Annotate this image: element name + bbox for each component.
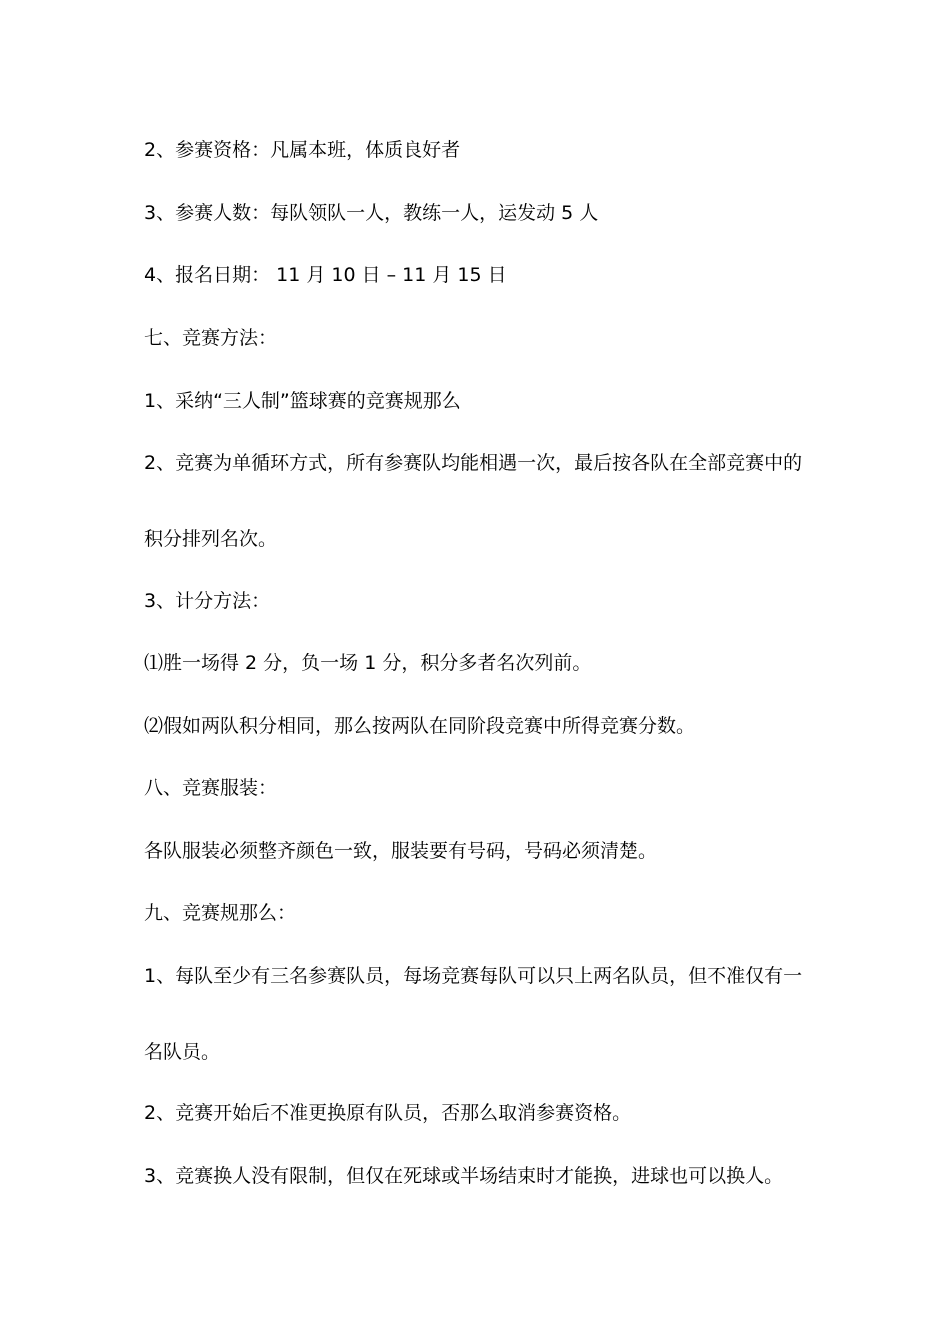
method-item-2-continued: 积分排列名次。 xyxy=(144,528,278,550)
uniform-rule: 各队服装必须整齐颜色一致，服装要有号码，号码必须清楚。 xyxy=(144,840,658,862)
section-heading-competition-method: 七、竞赛方法： xyxy=(144,327,278,349)
eligibility-line: 2、参赛资格：凡属本班，体质良好者 xyxy=(144,139,461,161)
rule-item-1: 1、每队至少有三名参赛队员，每场竞赛每队可以只上两名队员，但不准仅有一 xyxy=(144,965,803,987)
rule-item-1-continued: 名队员。 xyxy=(144,1041,221,1063)
section-heading-rules: 九、竞赛规那么： xyxy=(144,902,297,924)
section-heading-uniform: 八、竞赛服装： xyxy=(144,777,278,799)
scoring-rule-2: ⑵假如两队积分相同，那么按两队在同阶段竞赛中所得竞赛分数。 xyxy=(144,715,696,737)
method-item-3: 3、计分方法： xyxy=(144,590,271,612)
rule-item-3: 3、竞赛换人没有限制，但仅在死球或半场结束时才能换，进球也可以换人。 xyxy=(144,1165,784,1187)
method-item-2: 2、竞赛为单循环方式，所有参赛队均能相遇一次，最后按各队在全部竞赛中的 xyxy=(144,452,803,474)
scoring-rule-1: ⑴胜一场得 2 分，负一场 1 分，积分多者名次列前。 xyxy=(144,652,592,674)
method-item-1: 1、采纳“三人制”篮球赛的竞赛规那么 xyxy=(144,390,461,412)
registration-date-line: 4、报名日期： 11 月 10 日 – 11 月 15 日 xyxy=(144,264,507,286)
team-size-line: 3、参赛人数：每队领队一人，教练一人，运发动 5 人 xyxy=(144,202,599,224)
rule-item-2: 2、竞赛开始后不准更换原有队员，否那么取消参赛资格。 xyxy=(144,1102,632,1124)
